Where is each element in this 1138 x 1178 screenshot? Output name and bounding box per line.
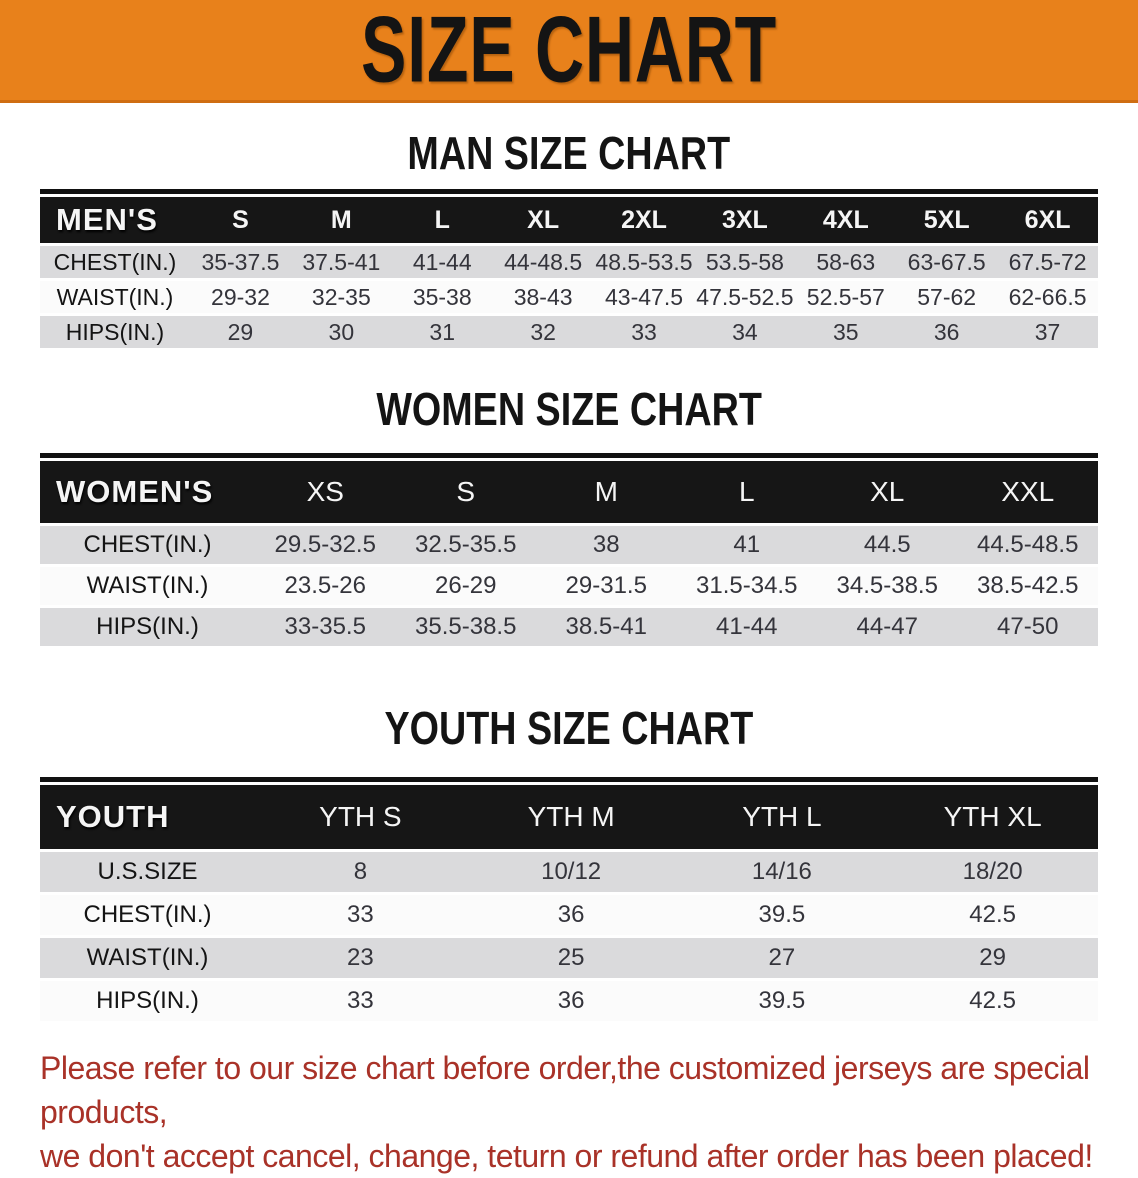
men-size-col: 6XL	[997, 197, 1098, 243]
cell: 35-37.5	[190, 246, 291, 278]
cell: 39.5	[677, 895, 888, 935]
men-size-col: XL	[493, 197, 594, 243]
cell: 37.5-41	[291, 246, 392, 278]
cell: 33	[594, 316, 695, 348]
cell: 44.5-48.5	[958, 526, 1099, 564]
men-table-title: MEN'S	[40, 197, 190, 243]
women-size-col: L	[677, 461, 818, 523]
men-size-col: M	[291, 197, 392, 243]
cell: 43-47.5	[594, 281, 695, 313]
cell: 63-67.5	[896, 246, 997, 278]
cell: 38	[536, 526, 677, 564]
youth-size-col: YTH M	[466, 785, 677, 849]
youth-section-heading	[0, 704, 1138, 752]
women-table-title: WOMEN'S	[40, 461, 255, 523]
man-section-heading	[0, 129, 1138, 177]
row-label: HIPS(IN.)	[40, 608, 255, 646]
cell: 23.5-26	[255, 567, 396, 605]
row-label: WAIST(IN.)	[40, 938, 255, 978]
men-header-row	[40, 197, 1098, 243]
women-size-col: XL	[817, 461, 958, 523]
men-size-table	[40, 189, 1098, 351]
disclaimer-line-2: we don't accept cancel, change, teturn or refund after order has been placed!	[40, 1138, 1093, 1174]
cell: 36	[466, 895, 677, 935]
banner-title: SIZE CHART	[361, 0, 777, 102]
row-label: HIPS(IN.)	[40, 316, 190, 348]
cell: 33-35.5	[255, 608, 396, 646]
cell: 29-31.5	[536, 567, 677, 605]
cell: 34.5-38.5	[817, 567, 958, 605]
cell: 34	[694, 316, 795, 348]
row-label: WAIST(IN.)	[40, 281, 190, 313]
cell: 44.5	[817, 526, 958, 564]
cell: 38.5-41	[536, 608, 677, 646]
cell: 32	[493, 316, 594, 348]
cell: 42.5	[887, 895, 1098, 935]
cell: 27	[677, 938, 888, 978]
men-size-col: 4XL	[795, 197, 896, 243]
men-size-col: S	[190, 197, 291, 243]
cell: 29	[190, 316, 291, 348]
cell: 41-44	[392, 246, 493, 278]
youth-size-col: YTH XL	[887, 785, 1098, 849]
cell: 41-44	[677, 608, 818, 646]
cell: 25	[466, 938, 677, 978]
cell: 53.5-58	[694, 246, 795, 278]
men-size-col: 2XL	[594, 197, 695, 243]
women-waist-row	[40, 567, 1098, 605]
women-chest-row	[40, 526, 1098, 564]
women-size-col: M	[536, 461, 677, 523]
cell: 35	[795, 316, 896, 348]
row-label: WAIST(IN.)	[40, 567, 255, 605]
row-label: CHEST(IN.)	[40, 526, 255, 564]
cell: 31.5-34.5	[677, 567, 818, 605]
women-header-row	[40, 461, 1098, 523]
row-label: HIPS(IN.)	[40, 981, 255, 1021]
cell: 8	[255, 852, 466, 892]
women-section-heading	[0, 385, 1138, 433]
cell: 29	[887, 938, 1098, 978]
cell: 38-43	[493, 281, 594, 313]
women-hips-row	[40, 608, 1098, 646]
youth-size-col: YTH S	[255, 785, 466, 849]
cell: 23	[255, 938, 466, 978]
men-hips-row	[40, 316, 1098, 348]
cell: 33	[255, 895, 466, 935]
cell: 35.5-38.5	[396, 608, 537, 646]
cell: 29-32	[190, 281, 291, 313]
youth-chest-row	[40, 895, 1098, 935]
cell: 52.5-57	[795, 281, 896, 313]
cell: 58-63	[795, 246, 896, 278]
women-size-col: XS	[255, 461, 396, 523]
men-chest-row	[40, 246, 1098, 278]
man-heading-text: MAN SIZE CHART	[407, 127, 731, 179]
cell: 36	[896, 316, 997, 348]
row-label: U.S.SIZE	[40, 852, 255, 892]
women-size-table	[40, 453, 1098, 649]
size-chart-banner	[0, 0, 1138, 103]
men-size-col: 3XL	[694, 197, 795, 243]
youth-ussize-row	[40, 852, 1098, 892]
cell: 41	[677, 526, 818, 564]
cell: 26-29	[396, 567, 537, 605]
women-size-col: S	[396, 461, 537, 523]
women-size-col: XXL	[958, 461, 1099, 523]
cell: 36	[466, 981, 677, 1021]
cell: 57-62	[896, 281, 997, 313]
youth-table-title: YOUTH	[40, 785, 255, 849]
cell: 38.5-42.5	[958, 567, 1099, 605]
cell: 35-38	[392, 281, 493, 313]
cell: 33	[255, 981, 466, 1021]
men-size-col: L	[392, 197, 493, 243]
disclaimer-line-1: Please refer to our size chart before order,the customized jerseys are special products,	[40, 1050, 1090, 1130]
cell: 47.5-52.5	[694, 281, 795, 313]
disclaimer-text	[40, 1046, 1138, 1178]
men-waist-row	[40, 281, 1098, 313]
cell: 14/16	[677, 852, 888, 892]
women-heading-text: WOMEN SIZE CHART	[376, 383, 762, 435]
cell: 10/12	[466, 852, 677, 892]
row-label: CHEST(IN.)	[40, 895, 255, 935]
cell: 44-48.5	[493, 246, 594, 278]
cell: 31	[392, 316, 493, 348]
row-label: CHEST(IN.)	[40, 246, 190, 278]
youth-size-col: YTH L	[677, 785, 888, 849]
youth-header-row	[40, 785, 1098, 849]
youth-heading-text: YOUTH SIZE CHART	[384, 702, 754, 754]
cell: 18/20	[887, 852, 1098, 892]
cell: 30	[291, 316, 392, 348]
men-size-col: 5XL	[896, 197, 997, 243]
cell: 48.5-53.5	[594, 246, 695, 278]
cell: 62-66.5	[997, 281, 1098, 313]
youth-waist-row	[40, 938, 1098, 978]
youth-hips-row	[40, 981, 1098, 1021]
cell: 39.5	[677, 981, 888, 1021]
cell: 42.5	[887, 981, 1098, 1021]
cell: 47-50	[958, 608, 1099, 646]
cell: 32-35	[291, 281, 392, 313]
cell: 67.5-72	[997, 246, 1098, 278]
youth-size-table	[40, 777, 1098, 1024]
cell: 32.5-35.5	[396, 526, 537, 564]
cell: 29.5-32.5	[255, 526, 396, 564]
cell: 44-47	[817, 608, 958, 646]
cell: 37	[997, 316, 1098, 348]
